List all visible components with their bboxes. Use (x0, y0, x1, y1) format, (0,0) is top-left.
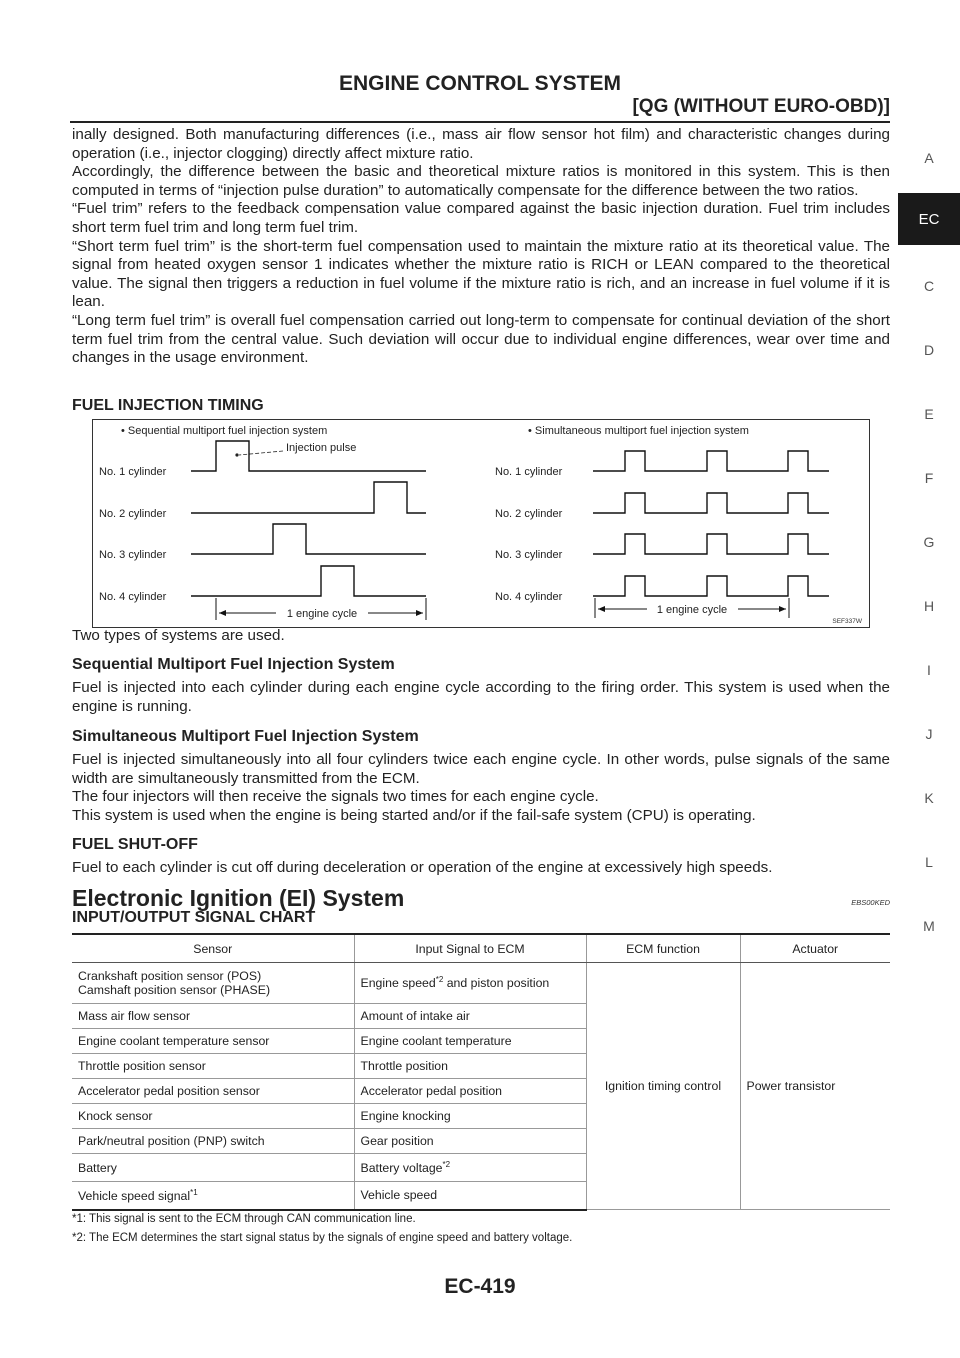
side-index-d[interactable]: D (923, 342, 935, 358)
ignition-heading-wrap (72, 885, 890, 912)
signal-cell: Amount of intake air (354, 1004, 586, 1029)
sensor-name-2: Camshaft position sensor (PHASE) (78, 983, 271, 997)
signal-cell (354, 963, 586, 1004)
sensor-cell: Accelerator pedal position sensor (72, 1079, 354, 1104)
signal-cell: Throttle position (354, 1054, 586, 1079)
sequential-text: Fuel is injected into each cylinder during each engine cycle according to the firing order. This system is used when the engine is running. (72, 679, 890, 715)
sensor-cell: Park/neutral position (PNP) switch (72, 1129, 354, 1154)
header-rule (70, 121, 890, 123)
side-index-k[interactable]: K (924, 790, 934, 806)
sequential-section (72, 656, 890, 716)
ecm-function-cell: Ignition timing control (586, 963, 740, 1210)
simultaneous-heading: Simultaneous Multiport Fuel Injection System (72, 728, 419, 745)
intro-paragraph-2: Accordingly, the difference between the basic and theoretical mixture ratios is monitored in this system. This is then computed in terms of “injection pulse duration” to automatically compensate for the difference between the two ratios. (72, 163, 890, 199)
left-waveform-cylinder-4 (191, 566, 426, 596)
simultaneous-text-3: This system is used when the engine is being started and/or if the fail-safe system (CPU) is operating. (72, 806, 756, 824)
table-row (72, 963, 890, 1004)
intro-paragraph-4: “Short term fuel trim” is the short-term fuel compensation used to maintain the mixture ratio at its theoretical value. The signal from heated oxygen sensor 1 indicates whether the mixture ratio is RICH or LEAN compared to the theoretical value. The signal then triggers a reduction in fuel volume if the mixture ratio is rich, and an increase in fuel volume if it is lean. (72, 237, 890, 311)
table-header-row (72, 934, 890, 963)
header-actuator: Actuator (740, 934, 890, 963)
page-number: EC-419 (444, 1275, 516, 1298)
signal-cell (354, 1154, 586, 1182)
right-waveform-cylinder-1 (593, 451, 829, 471)
signal-text: Battery voltage (360, 1161, 443, 1176)
sensor-cell (72, 963, 354, 1004)
sensor-cell (72, 1182, 354, 1210)
injection-pulse-leader (239, 451, 283, 455)
side-index-h[interactable]: H (923, 598, 935, 614)
side-index-g[interactable]: G (923, 534, 935, 550)
left-waveform-cylinder-3 (191, 524, 426, 554)
left-cycle-label: 1 engine cycle (286, 608, 358, 620)
intro-paragraph-1: inally designed. Both manufacturing differences (i.e., mass air flow sensor hot film) and characteristic changes during operation (i.e., injector clogging) directly affect mixture ratio. (72, 126, 890, 162)
ignition-code: EBS00KED (851, 898, 890, 907)
sensor-text: Vehicle speed signal (78, 1188, 191, 1203)
chart-heading: INPUT/OUTPUT SIGNAL CHART (72, 909, 316, 926)
timing-caption: Two types of systems are used. (72, 627, 285, 644)
sensor-cell: Engine coolant temperature sensor (72, 1029, 354, 1054)
intro-section (72, 126, 890, 368)
sensor-cell: Knock sensor (72, 1104, 354, 1129)
signal-text-tail: and piston position (443, 976, 550, 991)
side-index-f[interactable]: F (924, 470, 934, 486)
timing-caption-wrap (72, 627, 890, 646)
left-waveform-cylinder-2 (191, 482, 426, 513)
right-waveform-cylinder-2 (593, 493, 829, 513)
injection-pulse-label: Injection pulse (286, 442, 357, 454)
right-cylinder-1-label: No. 1 cylinder (495, 466, 563, 478)
left-cylinder-1-label: No. 1 cylinder (99, 466, 167, 478)
timing-diagram-svg (93, 420, 869, 627)
left-diagram-title: • Sequential multiport fuel injection system (121, 425, 328, 437)
right-waveform-cylinder-4 (593, 576, 829, 596)
signal-cell: Vehicle speed (354, 1182, 586, 1210)
signal-cell: Gear position (354, 1129, 586, 1154)
footnote-ref: *2 (435, 975, 444, 985)
simultaneous-text-1: Fuel is injected simultaneously into all four cylinders twice each engine cycle. In other words, pulse signals of the same width are simultaneously transmitted from the ECM. (72, 751, 890, 787)
signal-cell: Accelerator pedal position (354, 1079, 586, 1104)
side-index-e[interactable]: E (924, 406, 934, 422)
right-cycle-label: 1 engine cycle (656, 604, 728, 616)
right-cylinder-3-label: No. 3 cylinder (495, 549, 563, 561)
signal-cell: Engine knocking (354, 1104, 586, 1129)
fuel-injection-timing-diagram (92, 419, 870, 628)
right-cylinder-4-label: No. 4 cylinder (495, 591, 563, 603)
timing-heading-wrap (72, 397, 890, 415)
footnote-ref: *1 (190, 1187, 198, 1197)
right-cylinder-2-label: No. 2 cylinder (495, 508, 563, 520)
left-cylinder-4-label: No. 4 cylinder (99, 591, 167, 603)
sensor-cell: Mass air flow sensor (72, 1004, 354, 1029)
side-index-i[interactable]: I (927, 662, 931, 678)
chart-heading-wrap (72, 909, 890, 927)
side-index-c[interactable]: C (923, 278, 935, 294)
sensor-cell: Throttle position sensor (72, 1054, 354, 1079)
shutoff-section (72, 836, 890, 878)
page-header-subtitle: [QG (WITHOUT EURO-OBD)] (632, 96, 890, 117)
right-diagram-title: • Simultaneous multiport fuel injection system (528, 425, 749, 437)
input-output-signal-table (72, 933, 890, 1211)
header-ecm-function: ECM function (586, 934, 740, 963)
sequential-heading: Sequential Multiport Fuel Injection System (72, 656, 395, 673)
sensor-name: Crankshaft position sensor (POS) (78, 969, 262, 983)
intro-paragraph-3: “Fuel trim” refers to the feedback compensation value compared against the basic injection duration. Fuel trim includes short term fuel trim and long term fuel trim. (72, 200, 890, 236)
left-cylinder-2-label: No. 2 cylinder (99, 508, 167, 520)
side-index-m[interactable]: M (923, 918, 935, 934)
header-input-signal: Input Signal to ECM (354, 934, 586, 963)
header-sensor: Sensor (72, 934, 354, 963)
simultaneous-section (72, 728, 890, 825)
sensor-cell: Battery (72, 1154, 354, 1182)
left-cylinder-3-label: No. 3 cylinder (99, 549, 167, 561)
side-index-ec-active[interactable]: EC (898, 193, 960, 245)
timing-heading: FUEL INJECTION TIMING (72, 397, 264, 414)
right-waveform-cylinder-3 (593, 534, 829, 554)
right-cycle-arrowhead-right (779, 606, 786, 612)
side-index-j[interactable]: J (925, 726, 933, 742)
footnote-2: *2: The ECM determines the start signal status by the signals of engine speed and battery voltage. (72, 1232, 573, 1244)
injection-pulse-dot (235, 453, 238, 456)
intro-paragraph-5: “Long term fuel trim” is overall fuel compensation carried out long-term to compensate for continual deviation of the short term fuel trim from the central value. Such deviation will occur due to individual engine differences, wear over time and changes in the usage environment. (72, 311, 890, 367)
left-cycle-arrowhead-left (219, 610, 226, 616)
simultaneous-text-2: The four injectors will then receive the signals two times for each engine cycle. (72, 788, 599, 806)
right-cycle-arrowhead-left (598, 606, 605, 612)
signal-cell: Engine coolant temperature (354, 1029, 586, 1054)
footnote-ref: *2 (442, 1159, 451, 1169)
ignition-heading: Electronic Ignition (EI) System (72, 885, 405, 911)
footnote-1: *1: This signal is sent to the ECM through CAN communication line. (72, 1213, 416, 1225)
shutoff-heading: FUEL SHUT-OFF (72, 836, 198, 853)
side-index-a[interactable]: A (924, 150, 934, 166)
actuator-cell: Power transistor (740, 963, 890, 1210)
side-index-l[interactable]: L (925, 854, 933, 870)
diagram-code: SEF337W (832, 618, 862, 625)
signal-text: Engine speed (360, 976, 436, 991)
left-cycle-arrowhead-right (416, 610, 423, 616)
shutoff-text: Fuel to each cylinder is cut off during deceleration or operation of the engine at excessively high speeds. (72, 859, 773, 876)
page-header-title: ENGINE CONTROL SYSTEM (339, 72, 621, 95)
